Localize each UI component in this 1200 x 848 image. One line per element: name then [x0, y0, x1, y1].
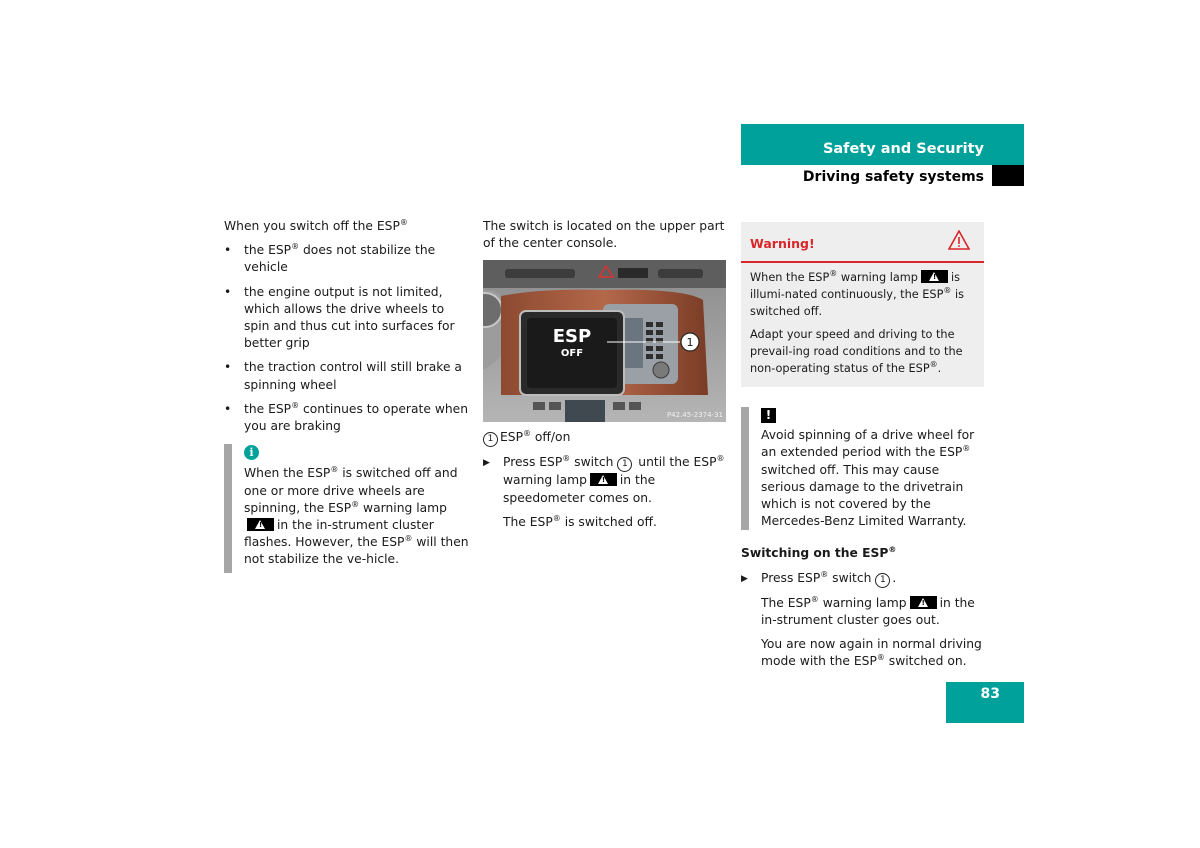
legend-text: 1 ESP® off/on [483, 429, 728, 447]
result-text: You are now again in normal driving mode with the ESP® switched on. [761, 637, 982, 669]
esp-button-label: ESP [552, 326, 592, 348]
warning-text: When the ESP® warning lamp! is illumi-nated continuously, the ESP® is switched off. [750, 269, 975, 320]
esp-warning-lamp-icon [921, 270, 948, 283]
esp-button-sublabel: OFF [560, 348, 584, 360]
info-note [224, 444, 472, 572]
note-text: Avoid spinning of a drive wheel for an extended period with the ESP® switched off. This may cause serious damage to the drivetrain which is not covered by the Mercedes-Benz Limited Warranty. [761, 428, 975, 529]
esp-warning-lamp-icon [247, 518, 274, 531]
result-text: The ESP® warning lamp! in the in-strument cluster goes out. [761, 595, 986, 629]
list-item: • the engine output is not limited, which allows the drive wheels to spin and thus cut into surfaces for better grip [224, 284, 455, 351]
center-console-photo [483, 260, 726, 422]
list-item: • the traction control will still brake a spinning wheel [224, 360, 462, 392]
column-middle [483, 218, 728, 538]
note-text: When the ESP® is switched off and one or more drive wheels are spinning, the ESP® warning lamp!in the in-strument cluster flashes. However, the ESP® will then not stabilize the ve-hicle. [244, 465, 472, 572]
warning-triangle-icon [948, 230, 970, 250]
subsection-title: Driving safety systems [802, 169, 984, 185]
intro-text: When you switch off the ESP® [224, 218, 408, 233]
step-item: ▶ Press ESP® switch 1 . [741, 570, 986, 588]
header-marker [992, 165, 1024, 186]
exclamation-icon: ! [761, 408, 776, 423]
image-code: P42.45-2374-31 [666, 411, 723, 420]
warning-text: Adapt your speed and driving to the prevail-ing road conditions and to the non-operating status of the ESP®. [750, 328, 963, 375]
caution-note [741, 407, 986, 530]
note-bar [224, 444, 232, 572]
intro-text: The switch is located on the upper part of the center console. [483, 219, 725, 251]
warning-box [741, 222, 984, 387]
column-left [224, 218, 472, 573]
warning-title: Warning! [750, 236, 815, 251]
page-number: 83 [980, 686, 1000, 702]
note-bar [741, 407, 749, 530]
info-icon: i [244, 445, 259, 460]
callout-number: 1 [686, 336, 694, 350]
step-item: ▶ Press ESP® switch 1 until the ESP® warning lamp! in the speedometer comes on. [483, 454, 728, 506]
esp-warning-lamp-icon [590, 473, 617, 486]
list-item: • the ESP® does not stabilize the vehicle [224, 242, 436, 275]
section-title: Safety and Security [822, 141, 984, 157]
list-item: • the ESP® continues to operate when you are braking [224, 400, 469, 434]
column-right [741, 222, 986, 678]
subheading: Switching on the ESP® [741, 545, 897, 561]
esp-warning-lamp-icon [910, 596, 937, 609]
result-text: The ESP® is switched off. [503, 513, 657, 529]
